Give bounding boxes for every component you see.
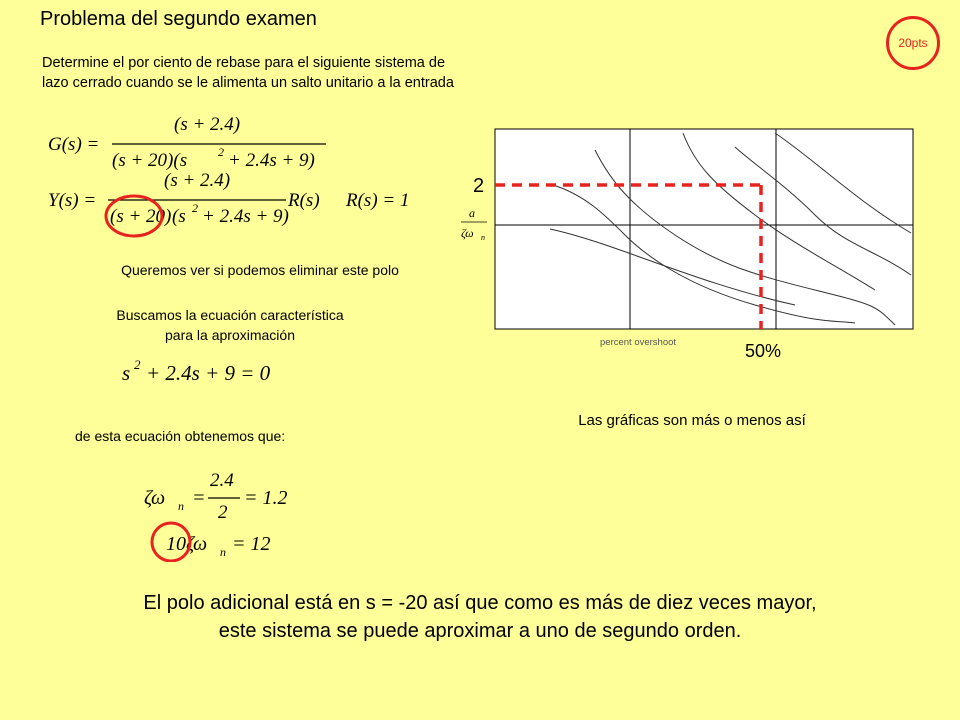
points-badge-label: 20pts <box>898 36 928 50</box>
zeta-omega-subscript: n <box>178 499 184 513</box>
y-numerator: (s + 2.4) <box>164 170 231 191</box>
zeta-omega-result: = 1.2 <box>244 487 288 509</box>
char-eq-exponent: 2 <box>134 357 141 372</box>
y-denominator-b: (s <box>172 206 186 227</box>
y-denominator-c: + 2.4s + 9) <box>202 206 289 227</box>
problem-statement <box>42 53 582 93</box>
g-lhs: G(s) = <box>48 134 100 155</box>
ten-zeta-omega-result: = 12 <box>232 533 271 555</box>
zeta-omega-numerator: 2.4 <box>210 470 234 491</box>
g-numerator: (s + 2.4) <box>174 114 241 135</box>
overshoot-sketch-chart <box>455 125 925 365</box>
problem-statement-line2: lazo cerrado cuando se le alimenta un salto unitario a la entrada <box>42 75 454 91</box>
char-eq-intro-line1: Buscamos la ecuación característica <box>116 307 344 323</box>
conclusion <box>40 589 920 645</box>
y-input-term: R(s) <box>288 190 320 211</box>
svg-text:=: = <box>192 487 206 509</box>
g-denominator-exponent: 2 <box>218 145 224 159</box>
char-eq-s: s <box>122 361 131 385</box>
ten-zeta-omega-lhs: 10ζω <box>166 533 208 555</box>
g-denominator-a: (s + 20)(s <box>112 150 188 171</box>
conclusion-line2: este sistema se puede aproximar a uno de segundo orden. <box>218 620 742 642</box>
g-denominator-b: + 2.4s + 9) <box>228 150 315 171</box>
zeta-omega-derivation <box>140 462 310 562</box>
zeta-omega-denominator: 2 <box>218 502 228 523</box>
transfer-function-equations <box>40 108 440 243</box>
y-axis-label-numerator: a <box>469 206 475 220</box>
y-axis-label-subscript: n <box>481 233 485 242</box>
y-axis-label-denominator: ζω <box>461 226 474 240</box>
points-badge <box>886 16 940 70</box>
char-eq-rest: + 2.4s + 9 = 0 <box>146 361 271 385</box>
char-eq-intro-line2: para la aproximación <box>165 327 295 343</box>
char-eq-intro <box>60 305 400 345</box>
page-title: Problema del segundo examen <box>40 8 317 30</box>
x-axis-label: percent overshoot <box>600 337 677 348</box>
r-definition: R(s) = 1 <box>346 190 410 211</box>
zeta-omega-lhs: ζω <box>144 487 166 509</box>
graphs-note: Las gráficas son más o menos así <box>578 412 806 429</box>
characteristic-equation <box>118 356 308 390</box>
eliminate-pole-text: Queremos ver si podemos eliminar este polo <box>121 262 399 278</box>
y-denominator-a: (s + 20) <box>110 206 172 227</box>
y-denominator-exponent: 2 <box>192 201 198 215</box>
y-lhs: Y(s) = <box>48 190 97 211</box>
problem-statement-line1: Determine el por ciento de rebase para el siguiente sistema de <box>42 55 446 71</box>
x-marker-label: 50% <box>745 341 782 361</box>
ten-zeta-omega-subscript: n <box>220 545 226 559</box>
conclusion-line1: El polo adicional está en s = -20 así que como es más de diez veces mayor, <box>143 592 817 614</box>
derivation-intro: de esta ecuación obtenemos que: <box>75 428 286 444</box>
y-marker-label: 2 <box>473 175 485 197</box>
